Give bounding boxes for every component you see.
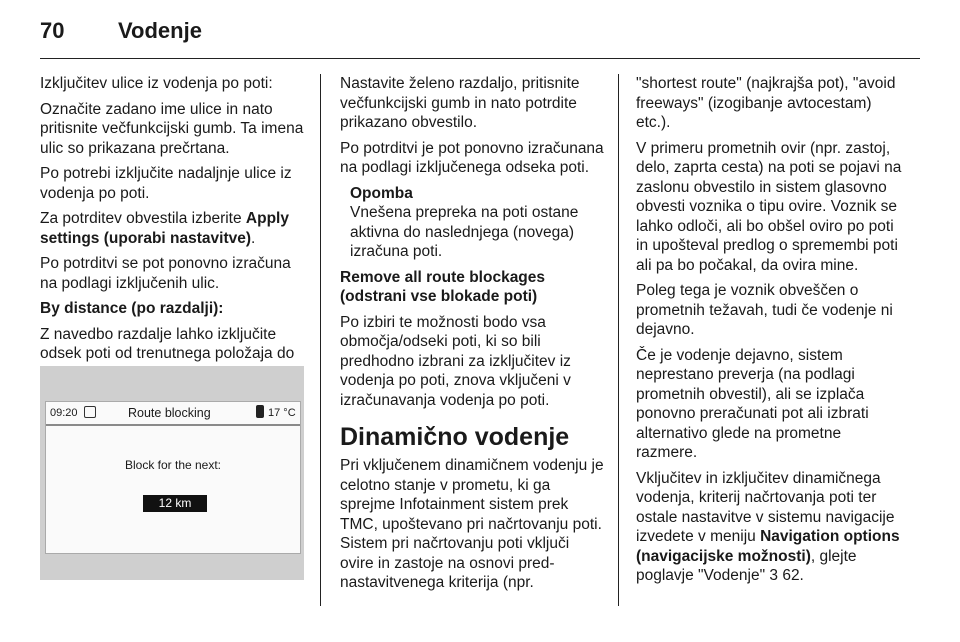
paragraph: Po potrditvi je pot ponovno izračunana na podlagi izključenega odseka poti. <box>340 139 604 176</box>
paragraph: "shortest route" (najkrajša pot), "avoid freeways" (izogibanje avtocestam) etc.). <box>636 75 896 131</box>
page-reference: 3 62. <box>769 567 804 584</box>
column-3 <box>636 74 904 592</box>
screen-time: 09:20 <box>50 407 78 419</box>
paragraph: Pri vključenem dinamičnem vodenju je celotno stanje v prometu, ki ga sprejme Infotainment sistem prek TMC, upoštevano pri načrtovanju poti. Sistem pri načrtovanju poti vključi ovire in zastoje na osnovi pred-nastavitvenega kriterija (npr. <box>340 457 604 591</box>
column-divider-1 <box>320 74 321 606</box>
menu-reference: Navigation options (navigacijske možnosti) <box>636 528 900 565</box>
menu-reference: Apply settings (uporabi nastavitve) <box>40 210 289 247</box>
note-text: Vnešena prepreka na poti ostane aktivna do naslednjega (novega) izračuna poti. <box>350 204 579 260</box>
paragraph: Po potrebi izključite nadaljnje ulice iz vodenja po poti. <box>40 165 292 202</box>
distance-value: 12 km <box>143 495 207 512</box>
note-title: Opomba <box>350 184 413 202</box>
subheading: Remove all route blockages (odstrani vse blokade poti) <box>340 268 546 305</box>
paragraph: Izključitev ulice iz vodenja po poti: <box>40 75 273 92</box>
paragraph: Po potrditvi se pot ponovno izračuna na podlagi izključenih ulic. <box>40 255 291 292</box>
subheading: By distance (po razdalji): <box>40 300 224 317</box>
chapter-title: Vodenje <box>118 18 202 43</box>
display-screen <box>45 401 301 554</box>
paragraph: Če je vodenje dejavno, sistem neprestano preverja (na podlagi prometnih obvestil), ali se izplača ponovno preračunati pot ali izbrati alternativo glede na prometne razmere. <box>636 346 869 461</box>
screen-title: Route blocking <box>128 406 211 420</box>
column-1 <box>40 74 308 389</box>
header-rule <box>40 58 920 59</box>
paragraph: Vključitev in izključitev dinamičnega vodenja, kriterij načrtovanja poti ter ostale nastavitve v sistemu navigacije izvedete v meniju Navigation options (navigacijske možnosti), glejte poglavje "Vodenje" 3 62. <box>636 469 900 584</box>
phone-icon <box>256 405 264 418</box>
clock-icon <box>84 406 96 418</box>
column-2 <box>340 74 604 599</box>
paragraph: Poleg tega je voznik obveščen o prometnih težavah, tudi če vodenje ni dejavno. <box>636 282 893 338</box>
column-divider-2 <box>618 74 619 606</box>
page-number: 70 <box>40 18 65 43</box>
paragraph: Po izbiri te možnosti bodo vsa območja/odseki poti, ki so bili predhodno izbrani za izključitev iz vodenja po poti, znova vključeni v izračunavanja vodenja po poti. <box>340 313 571 409</box>
section-heading: Dinamično vodenje <box>340 423 570 451</box>
paragraph: Z navedbo razdalje lahko izključite odsek poti od trenutnega položaja do <box>40 325 295 362</box>
screen-prompt: Block for the next: <box>124 458 222 472</box>
paragraph: Označite zadano ime ulice in nato pritisnite večfunkcijski gumb. Ta imena ulic so prikazana prečrtana. <box>40 100 304 157</box>
page-header <box>40 14 920 54</box>
screen-status-bar <box>46 402 300 426</box>
paragraph: V primeru prometnih ovir (npr. zastoj, delo, zaprta cesta) na poti se pojavi na zaslonu obvestilo in sistem glasovno obvesti voznika o tipu ovire. Voznik se lahko odloči, ali bo obšel oviro po poti in upošteval predlog o spremembi poti ali pa bo počakal, da ovira mine. <box>636 139 902 274</box>
paragraph: Nastavite želeno razdaljo, pritisnite večfunkcijski gumb in nato potrdite prikazano obvestilo. <box>340 75 580 131</box>
route-blocking-screenshot <box>40 366 304 580</box>
note-box <box>340 184 604 262</box>
paragraph: Za potrditev obvestila izberite Apply settings (uporabi nastavitve). <box>40 210 289 247</box>
screen-temperature: 17 °C <box>268 407 296 419</box>
